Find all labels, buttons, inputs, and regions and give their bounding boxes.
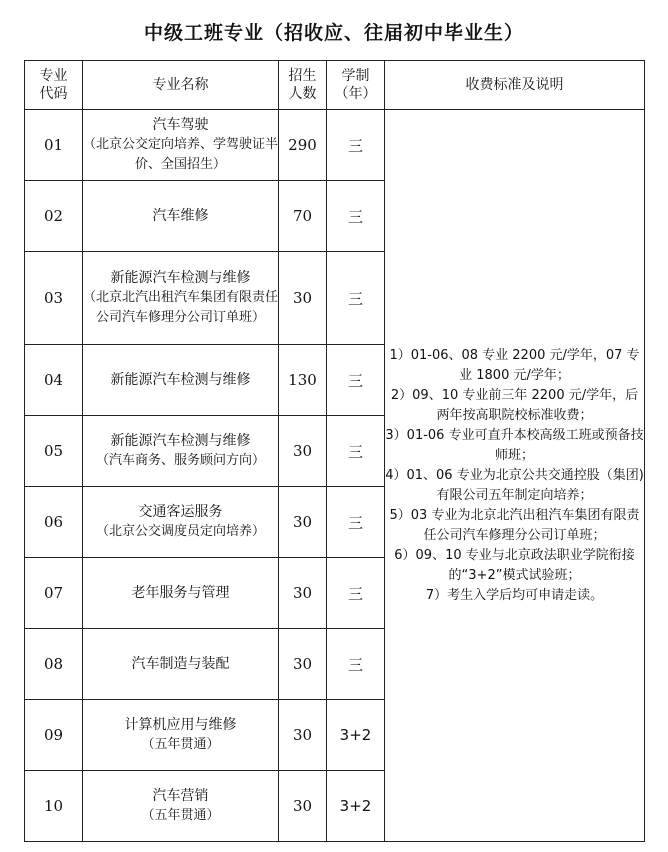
header-years: 学制 （年） <box>327 61 385 110</box>
major-name: 新能源汽车检测与维修 （北京北汽出租汽车集团有限责任公司汽车修理分公司订单班） <box>83 252 279 345</box>
note-item: 3）01-06 专业可直升本校高级工班或预备技师班； <box>385 427 644 463</box>
header-notes: 收费标准及说明 <box>385 61 645 110</box>
major-code: 06 <box>25 487 83 558</box>
study-years: 3+2 <box>327 700 385 771</box>
major-code: 04 <box>25 345 83 416</box>
table-row <box>25 110 645 181</box>
enrollment-count: 30 <box>279 416 327 487</box>
note-item: 7）考生入学后均可申请走读。 <box>425 587 604 603</box>
enrollment-count: 70 <box>279 181 327 252</box>
major-name: 计算机应用与维修 （五年贯通） <box>83 700 279 771</box>
enrollment-count: 30 <box>279 700 327 771</box>
major-code: 01 <box>25 110 83 181</box>
major-name: 汽车营销 （五年贯通） <box>83 771 279 842</box>
study-years: 三 <box>327 345 385 416</box>
major-code: 02 <box>25 181 83 252</box>
header-code: 专业 代码 <box>25 61 83 110</box>
note-item: 6）09、10 专业与北京政法职业学院衔接的“3+2”模式试验班； <box>394 547 635 583</box>
study-years: 三 <box>327 558 385 629</box>
major-name: 新能源汽车检测与维修 <box>83 345 279 416</box>
enrollment-count: 30 <box>279 771 327 842</box>
note-item: 1）01-06、08 专业 2200 元/学年，07 专业 1800 元/学年； <box>389 347 640 383</box>
study-years: 三 <box>327 181 385 252</box>
major-name: 汽车驾驶 （北京公交定向培养、学驾驶证半价、全国招生） <box>83 110 279 181</box>
major-code: 03 <box>25 252 83 345</box>
study-years: 三 <box>327 252 385 345</box>
note-item: 2）09、10 专业前三年 2200 元/学年，后两年按高职院校标准收费； <box>390 387 639 423</box>
header-row <box>25 61 645 110</box>
major-code: 07 <box>25 558 83 629</box>
header-name: 专业名称 <box>83 61 279 110</box>
note-item: 5）03 专业为北京北汽出租汽车集团有限责任公司汽车修理分公司订单班； <box>389 507 640 543</box>
enrollment-count: 30 <box>279 558 327 629</box>
major-name: 汽车维修 <box>83 181 279 252</box>
major-name: 老年服务与管理 <box>83 558 279 629</box>
note-item: 4）01、06 专业为北京公共交通控股（集团)有限公司五年制定向培养； <box>385 467 644 503</box>
major-name: 新能源汽车检测与维修 （汽车商务、服务顾问方向） <box>83 416 279 487</box>
major-name: 汽车制造与装配 <box>83 629 279 700</box>
fee-notes <box>385 110 645 842</box>
enrollment-count: 30 <box>279 487 327 558</box>
major-code: 05 <box>25 416 83 487</box>
enrollment-count: 290 <box>279 110 327 181</box>
study-years: 3+2 <box>327 771 385 842</box>
enrollment-count: 30 <box>279 629 327 700</box>
major-name: 交通客运服务 （北京公交调度员定向培养） <box>83 487 279 558</box>
enrollment-count: 30 <box>279 252 327 345</box>
header-count: 招生 人数 <box>279 61 327 110</box>
enrollment-count: 130 <box>279 345 327 416</box>
study-years: 三 <box>327 110 385 181</box>
majors-table <box>24 60 645 842</box>
study-years: 三 <box>327 629 385 700</box>
major-code: 09 <box>25 700 83 771</box>
page-title: 中级工班专业（招收应、往届初中毕业生） <box>143 22 524 44</box>
major-code: 10 <box>25 771 83 842</box>
major-code: 08 <box>25 629 83 700</box>
study-years: 三 <box>327 487 385 558</box>
study-years: 三 <box>327 416 385 487</box>
